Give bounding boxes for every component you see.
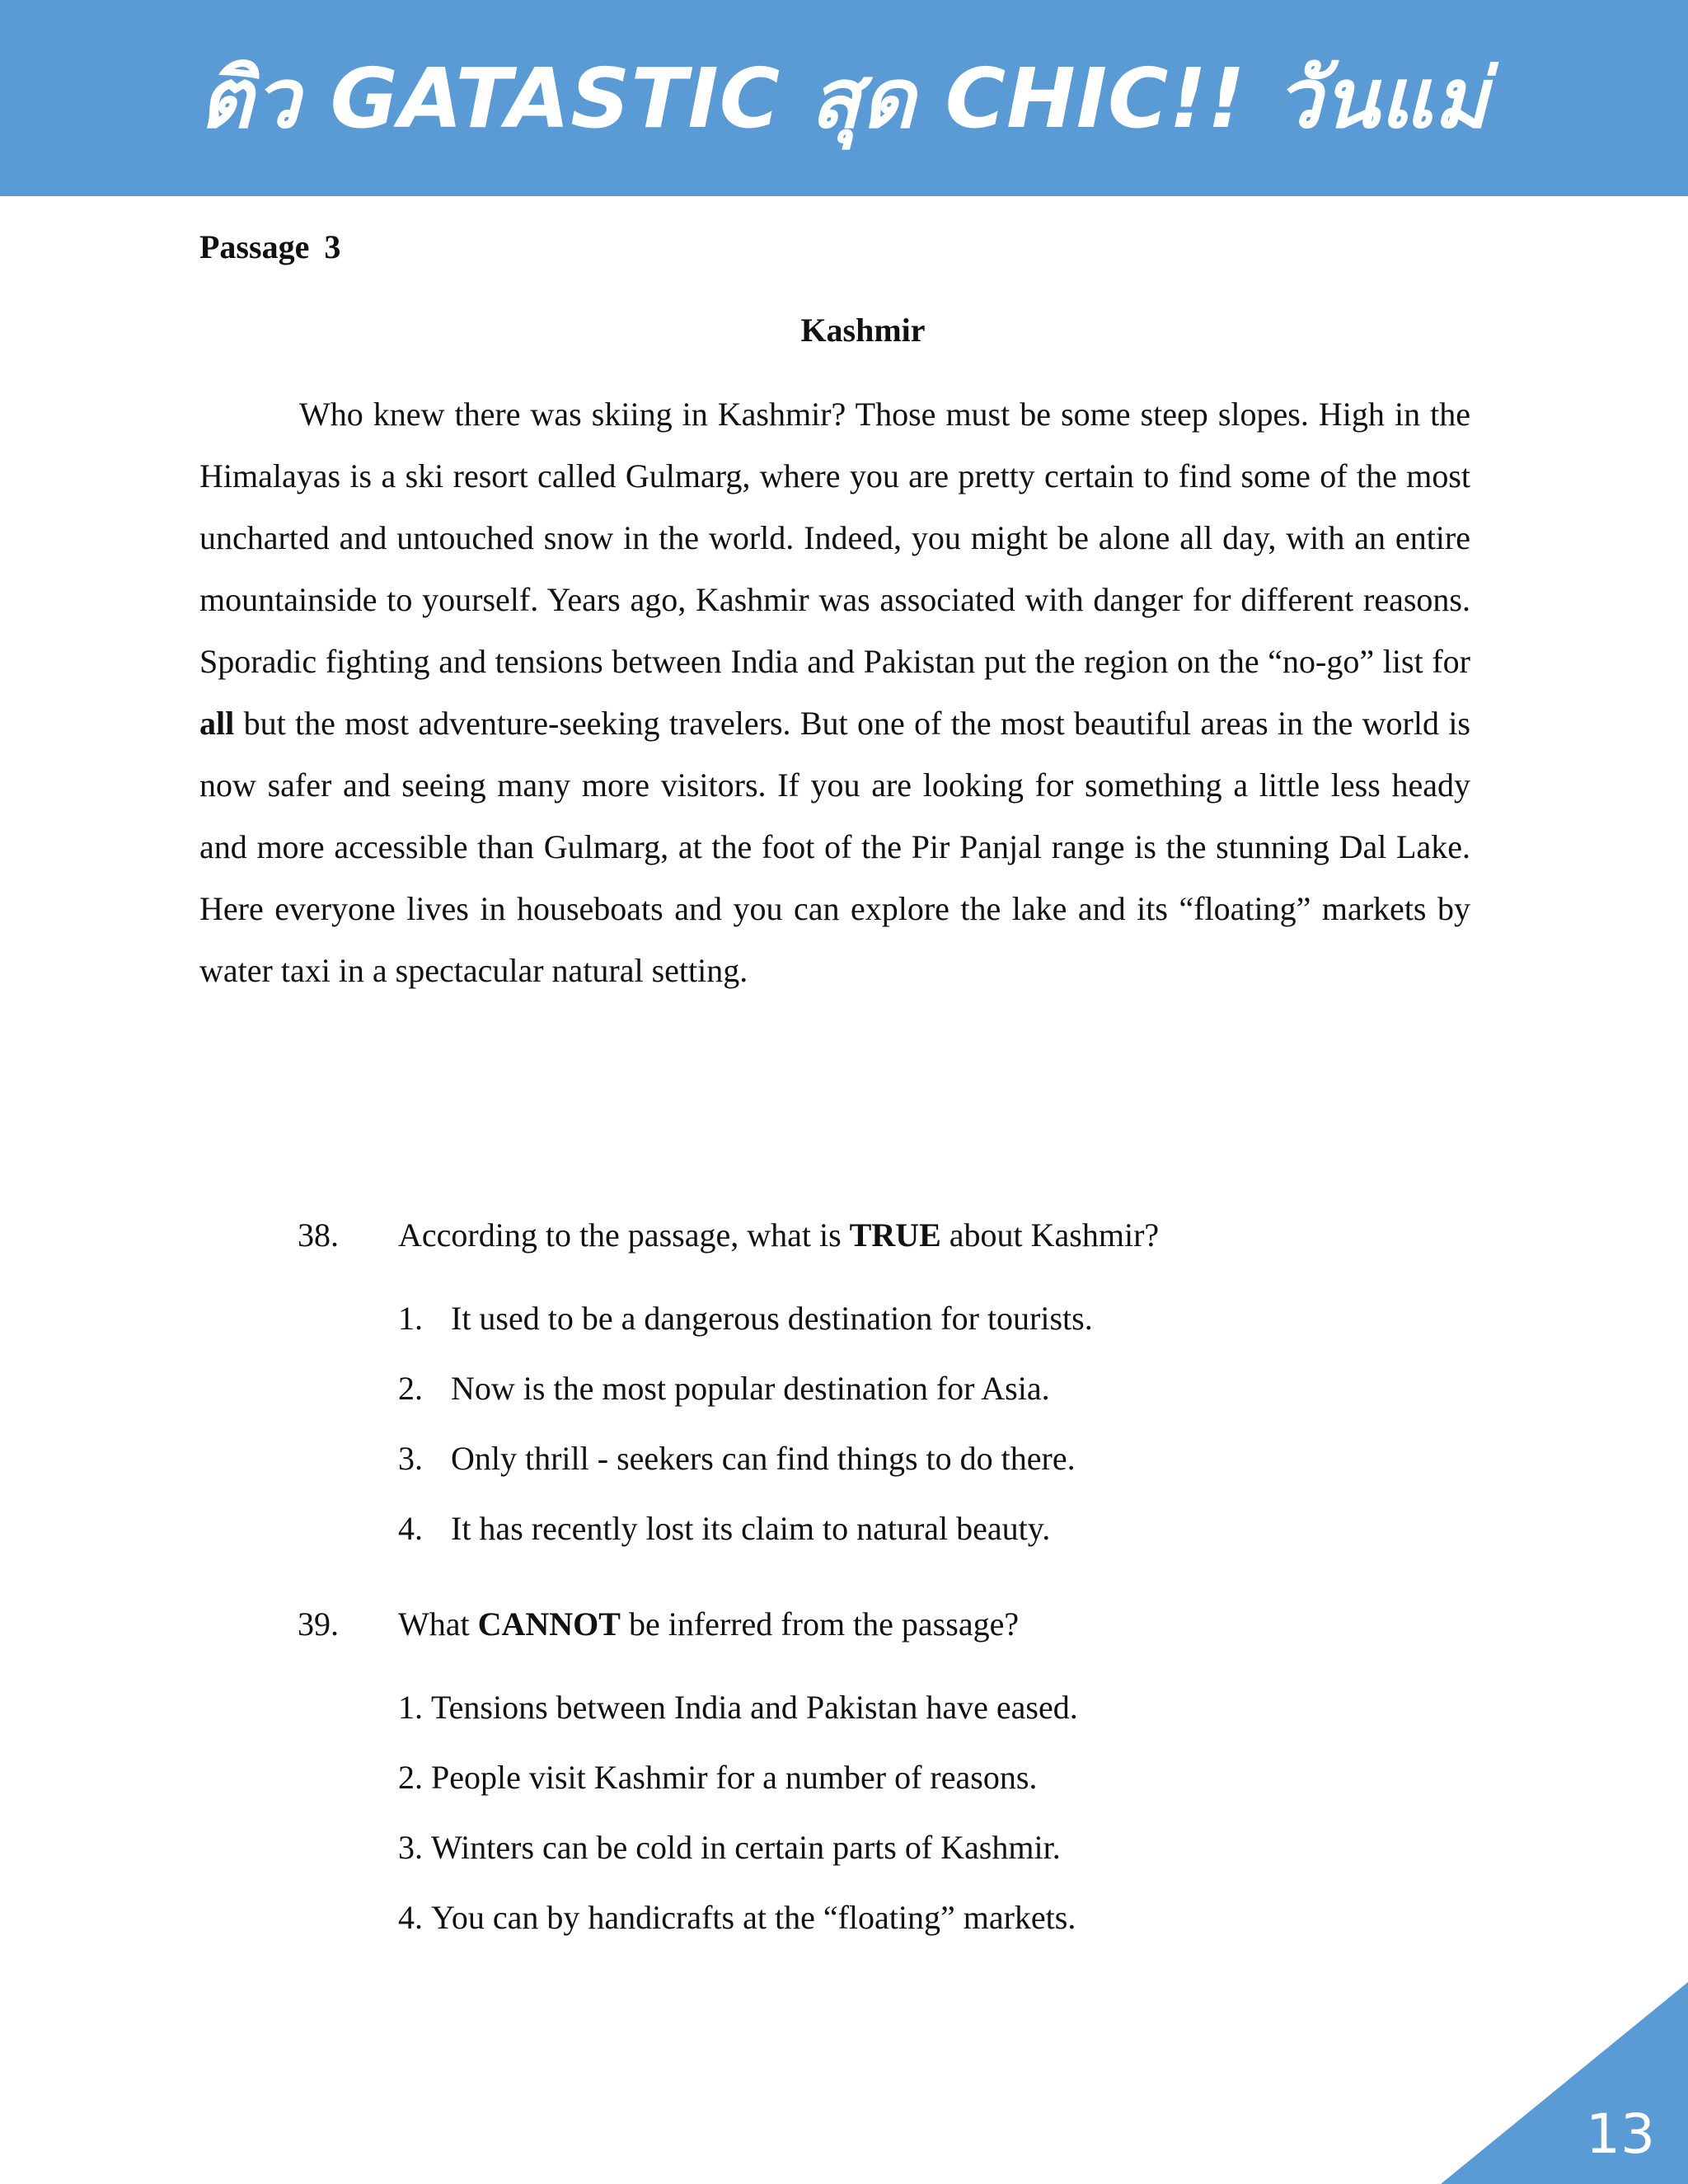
option-number: 3. bbox=[398, 1440, 423, 1477]
question-stem-part-1: According to the passage, what is bbox=[398, 1216, 850, 1254]
question-stem-part-2: be inferred from the passage? bbox=[620, 1605, 1020, 1643]
header-title: ติว GATASTIC สุด CHIC!! วันแม่ bbox=[199, 49, 1489, 147]
answer-options bbox=[398, 1299, 1093, 1579]
option-text: It has recently lost its claim to natural beauty. bbox=[451, 1510, 1051, 1547]
header-banner bbox=[0, 0, 1688, 196]
answer-option bbox=[398, 1509, 1093, 1579]
answer-option bbox=[398, 1369, 1093, 1439]
answer-option bbox=[398, 1758, 1078, 1828]
option-number: 2. bbox=[398, 1370, 423, 1407]
answer-option bbox=[398, 1299, 1093, 1369]
option-number: 3. bbox=[398, 1829, 423, 1866]
option-text: People visit Kashmir for a number of reasons. bbox=[431, 1759, 1038, 1796]
passage-text-part-1: Who knew there was skiing in Kashmir? Those must be some steep slopes. High in the Himalayas is a ski resort called Gulmarg, where you are pretty certain to find some of the most uncharted and untouched snow in the world. Indeed, you might be alone all day, with an entire mountainside to yourself. Years ago, Kashmir was associated with danger for different reasons. Sporadic fighting and tensions between India and Pakistan put the region on the “no-go” list for bbox=[199, 396, 1470, 680]
option-text: Now is the most popular destination for Asia. bbox=[451, 1370, 1050, 1407]
answer-option bbox=[398, 1898, 1078, 1968]
option-text: Only thrill - seekers can find things to do there. bbox=[451, 1440, 1076, 1477]
question-stem bbox=[398, 1216, 1159, 1254]
question-number: 38. bbox=[298, 1216, 339, 1254]
answer-option bbox=[398, 1828, 1078, 1898]
option-text: You can by handicrafts at the “floating” markets. bbox=[431, 1899, 1076, 1936]
page-number: 13 bbox=[1586, 2102, 1655, 2166]
passage-body bbox=[199, 383, 1470, 1001]
option-number: 4. bbox=[398, 1899, 423, 1936]
passage-label: Passage 3 bbox=[199, 228, 341, 265]
question-stem bbox=[398, 1605, 1019, 1643]
answer-options bbox=[398, 1688, 1078, 1968]
question-stem-bold: CANNOT bbox=[477, 1605, 621, 1643]
option-number: 1. bbox=[398, 1689, 423, 1726]
option-number: 2. bbox=[398, 1759, 423, 1796]
passage-title: Kashmir bbox=[800, 312, 926, 349]
option-number: 4. bbox=[398, 1510, 423, 1547]
answer-option bbox=[398, 1439, 1093, 1509]
option-text: It used to be a dangerous destination for tourists. bbox=[451, 1300, 1093, 1337]
question-stem-part-1: What bbox=[398, 1605, 478, 1643]
option-number: 1. bbox=[398, 1300, 423, 1337]
passage-text-part-2: but the most adventure-seeking travelers. But one of the most beautiful areas in the world is now safer and seeing many more visitors. If you are looking for something a little less heady and more accessible than Gulmarg, at the foot of the Pir Panjal range is the stunning Dal Lake. Here everyone lives in houseboats and you can explore the lake and its “floating” markets by water taxi in a spectacular natural setting. bbox=[199, 705, 1470, 989]
question-number: 39. bbox=[298, 1605, 339, 1643]
question-stem-bold: TRUE bbox=[849, 1216, 941, 1254]
option-text: Winters can be cold in certain parts of Kashmir. bbox=[431, 1829, 1061, 1866]
question-stem-part-2: about Kashmir? bbox=[940, 1216, 1160, 1254]
option-text: Tensions between India and Pakistan have eased. bbox=[431, 1689, 1078, 1726]
answer-option bbox=[398, 1688, 1078, 1758]
passage-text-bold: all bbox=[199, 705, 235, 742]
